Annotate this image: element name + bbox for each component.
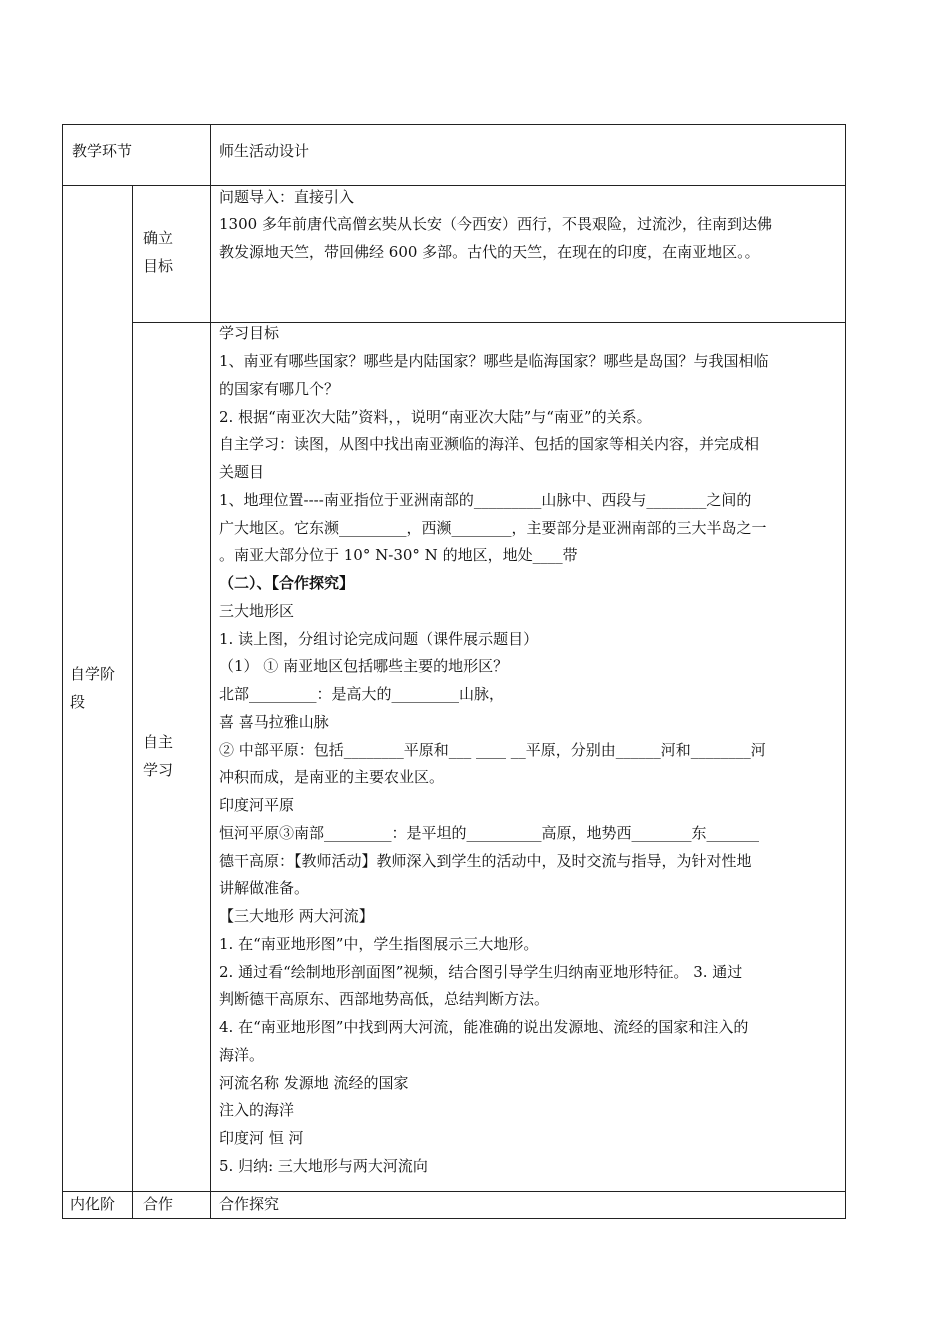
coop-heading: （二）、【合作探究】 — [219, 574, 355, 592]
table-border-top — [62, 124, 846, 125]
prep-note: 讲解做准备。 — [219, 879, 310, 897]
table-border-right — [845, 124, 846, 1219]
indus-plain: 印度河平原 — [219, 796, 295, 814]
location-3: 。南亚大部分位于 10° N-30° N 的地区，地处____带 — [219, 546, 578, 564]
sub-self-learning: 自主学习 — [143, 733, 174, 779]
self-study-a: 自主学习：读图，从图中找出南亚濒临的海洋、包括的国家等相关内容，并完成相 — [219, 435, 760, 453]
river-table-header-2: 注入的海洋 — [219, 1101, 295, 1119]
north-part: 北部_________：是高大的_________山脉， — [219, 685, 505, 703]
table-border-left — [62, 124, 63, 1219]
step-2b: 判断德干高原东、西部地势高低，总结判断方法。 — [219, 990, 550, 1008]
ganges-plain: 恒河平原③南部_________：是平坦的__________高原，地势西________东_______ — [219, 824, 760, 842]
header-teaching-stage: 教学环节 — [72, 142, 133, 160]
himalaya: 喜 喜马拉雅山脉 — [219, 713, 329, 731]
goals-heading: 学习目标 — [219, 324, 280, 342]
deccan-plateau: 德干高原：【教师活动】教师深入到学生的活动中，及时交流与指导，为针对性地 — [219, 852, 752, 870]
step-1: 1. 在“南亚地形图”中，学生指图展示三大地形。 — [219, 935, 539, 953]
table-header-divider — [62, 185, 846, 186]
row-divider-2 — [62, 1191, 846, 1192]
location-2: 广大地区。它东濒_________，西濒________，主要部分是亚洲南部的三大半岛之一 — [219, 519, 767, 537]
three-regions: 三大地形区 — [219, 602, 295, 620]
goal-2: 2. 根据“南亚次大陆”资料，，说明“南亚次大陆”与“南亚”的关系。 — [219, 408, 652, 426]
header-activity-design: 师生活动设计 — [219, 142, 310, 160]
river-row: 印度河 恒 河 — [219, 1129, 304, 1147]
stage-internalize: 内化阶 — [70, 1195, 116, 1213]
intro-line-1: 1300 多年前唐代高僧玄奘从长安（今西安）西行，不畏艰险，过流沙，往南到达佛 — [219, 215, 772, 233]
location-1: 1、地理位置----南亚指位于亚洲南部的_________山脉中、西段与________之间的 — [219, 491, 752, 509]
goal-1a: 1、南亚有哪些国家？哪些是内陆国家？哪些是临海国家？哪些是岛国？与我国相临 — [219, 352, 769, 370]
goal-1b: 的国家有哪几个？ — [219, 380, 340, 398]
task-1: 1. 读上图，分组讨论完成问题（课件展示题目） — [219, 630, 539, 648]
step-4b: 海洋。 — [219, 1046, 265, 1064]
step-5: 5. 归纳: 三大地形与两大河流向 — [219, 1157, 428, 1175]
terrain-rivers-heading: 【三大地形 两大河流】 — [219, 907, 374, 925]
self-study-b: 关题目 — [219, 463, 265, 481]
task-1-q: （1） ① 南亚地区包括哪些主要的地形区？ — [219, 657, 509, 675]
intro-heading: 问题导入：直接引入 — [219, 188, 355, 206]
central-plain-1: ② 中部平原：包括________平原和___ ____ __平原，分别由______河和________河 — [219, 741, 766, 759]
table-border-bottom — [62, 1218, 846, 1219]
river-table-header: 河流名称 发源地 流经的国家 — [219, 1074, 409, 1092]
step-2: 2. 通过看“绘制地形剖面图”视频，结合图引导学生归纳南亚地形特征。 3. 通过 — [219, 963, 743, 981]
sub-set-goals: 确立目标 — [143, 229, 174, 275]
col-divider-main — [210, 124, 211, 1219]
step-4: 4. 在“南亚地形图”中找到两大河流，能准确的说出发源地、流经的国家和注入的 — [219, 1018, 749, 1036]
coop-explore: 合作探究 — [219, 1195, 280, 1213]
central-plain-2: 冲积而成，是南亚的主要农业区。 — [219, 768, 445, 786]
col-divider-sub — [132, 185, 133, 1219]
stage-self-study: 自学阶段 — [70, 665, 116, 711]
intro-line-2: 教发源地天竺，带回佛经 600 多部。古代的天竺，在现在的印度，在南亚地区。。 — [219, 243, 760, 261]
sub-cooperate: 合作 — [143, 1195, 174, 1213]
